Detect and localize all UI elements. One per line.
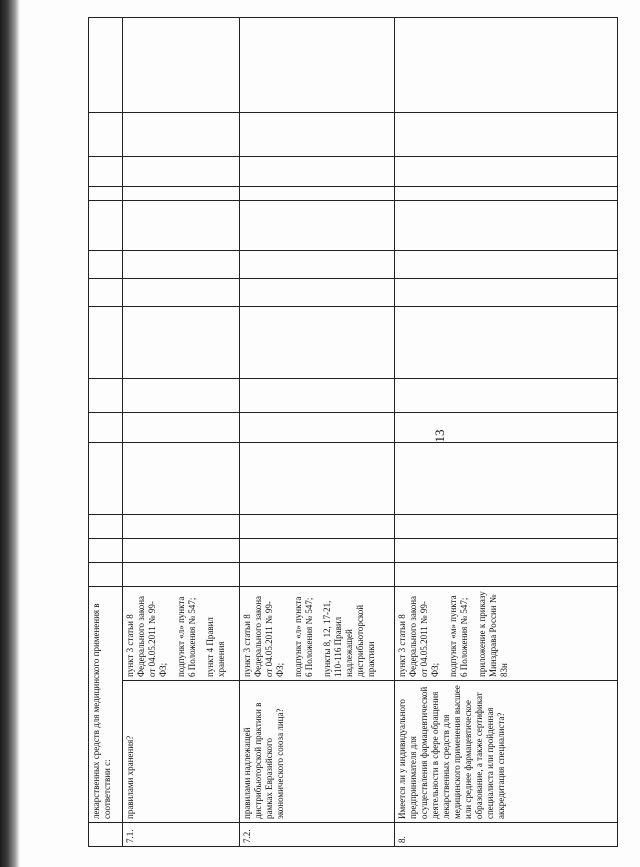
table-cell (395, 307, 618, 379)
legal-reference-cell (123, 587, 240, 681)
table-cell (240, 515, 395, 539)
table-row (395, 18, 618, 847)
table-cell (89, 515, 123, 539)
row-number: 8. (395, 823, 618, 847)
table-cell (89, 443, 123, 515)
table-cell (89, 251, 123, 279)
table-cell (395, 18, 618, 113)
table-cell (395, 251, 618, 279)
checklist-table (88, 17, 618, 847)
question-cell: правилами хранения? (123, 681, 240, 823)
table-cell (89, 113, 123, 157)
legal-reference: подпункт «л» пункта 6 Положения № 547; (175, 596, 197, 677)
table-cell (240, 251, 395, 279)
table-cell (123, 157, 240, 187)
table-header-row (89, 18, 123, 847)
table-cell (240, 539, 395, 563)
table-cell (240, 187, 395, 201)
table-cell (123, 113, 240, 157)
rotated-table-container (88, 17, 618, 847)
legal-reference: пункт 3 статьи 8 Федерального закона от 04.05.2011 № 99-ФЗ; (242, 595, 285, 677)
table-cell (240, 18, 395, 113)
table-cell (89, 18, 123, 113)
legal-reference-cell (240, 587, 395, 681)
section-header-cell: лекарственных средств для медицинского применения в соответствии с: (89, 587, 123, 823)
question-cell: правилами надлежащей дистрибьюторской практики в рамках Евразийского экономического союза лица? (240, 681, 395, 823)
table-cell (240, 157, 395, 187)
question-cell: Имеется ли у индивидуального предпринимателя для осуществления фармацевтической деятельности в сфере обращения лекарственных средств для медицинского применения высшее или среднее фармацевтическое образование, а также сертификат специалиста или пройденная аккредитация специалиста? (395, 681, 618, 823)
table-cell (240, 113, 395, 157)
legal-reference: пункт 3 статьи 8 Федерального закона от 04.05.2011 № 99-ФЗ; (125, 595, 168, 677)
table-cell (240, 443, 395, 515)
table-cell (123, 307, 240, 379)
legal-reference: пункт 4 Правил хранения (204, 617, 226, 677)
table-cell (395, 157, 618, 187)
table-cell (89, 187, 123, 201)
table-cell (123, 251, 240, 279)
table-cell (240, 379, 395, 413)
table-cell (123, 443, 240, 515)
table-cell (240, 279, 395, 307)
legal-reference: приложение к приказу Минздрава России № 83н (476, 591, 509, 677)
table-row (240, 18, 395, 847)
legal-reference: пункт 3 статьи 8 Федерального закона от 04.05.2011 № 99-ФЗ; (397, 595, 440, 677)
legal-reference: подпункт «л» пункта 6 Положения № 547; (292, 596, 314, 677)
table-cell (89, 563, 123, 587)
table-cell (89, 201, 123, 251)
table-cell (395, 443, 618, 515)
table-cell (89, 823, 123, 847)
table-cell (123, 279, 240, 307)
row-number: 7.1. (123, 823, 240, 847)
table-cell (89, 539, 123, 563)
table-row (123, 18, 240, 847)
table-cell (123, 379, 240, 413)
legal-reference: подпункт «м» пункта 6 Положения № 547; (447, 595, 469, 677)
legal-reference-cell (395, 587, 618, 681)
table-cell (240, 307, 395, 379)
row-number: 7.2. (240, 823, 395, 847)
table-cell (395, 201, 618, 251)
table-cell (123, 515, 240, 539)
table-cell (89, 279, 123, 307)
table-cell (395, 187, 618, 201)
table-cell (395, 539, 618, 563)
table-cell (395, 515, 618, 539)
table-cell (395, 379, 618, 413)
table-cell (123, 18, 240, 113)
table-cell (395, 279, 618, 307)
table-cell (123, 539, 240, 563)
table-cell (89, 379, 123, 413)
table-cell (240, 201, 395, 251)
table-cell (395, 113, 618, 157)
page-number: 13 (432, 429, 447, 443)
table-cell (123, 187, 240, 201)
table-cell (240, 413, 395, 443)
table-cell (240, 563, 395, 587)
table-cell (89, 413, 123, 443)
table-cell (123, 201, 240, 251)
table-cell (123, 563, 240, 587)
table-cell (395, 413, 618, 443)
scan-edge-shadow (0, 0, 20, 867)
table-cell (395, 563, 618, 587)
legal-reference: пункты 8, 12, 17-21, 110-116 Правил надлежащей дистрибьюторской практики (321, 600, 376, 677)
table-cell (89, 307, 123, 379)
table-cell (89, 157, 123, 187)
table-cell (123, 413, 240, 443)
